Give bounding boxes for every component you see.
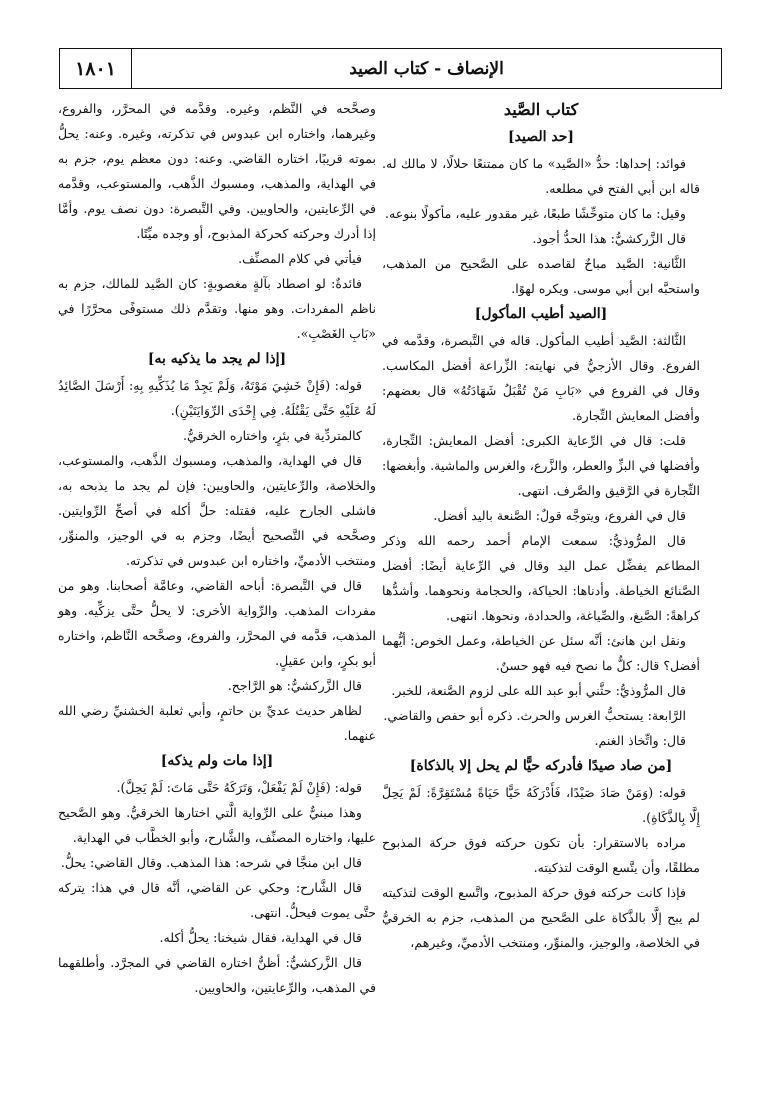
section-heading: [إذا لم يجد ما يذكيه به] bbox=[147, 351, 287, 367]
running-header bbox=[59, 48, 722, 89]
paragraph: مراده بالاستقرار: بأن تكون حركته فوق حركة المذبوح مطلقًا، وأن يتَّسع الوقت لتذكيته. bbox=[382, 835, 700, 875]
paragraph: الثَّانية: الصَّيد مباحٌ لقاصده على الصَّحيح من المذهب، واستحبَّه ابن أبي موسى. ويكره لهوًا. bbox=[382, 256, 700, 296]
section-heading: [حد الصيد] bbox=[508, 129, 574, 145]
paragraph: قال: واتِّخاذ الغنم. bbox=[594, 733, 686, 748]
paragraph: فيأتي في كلام المصنِّف. bbox=[238, 251, 362, 266]
chapter-title: كتاب الصَّيد bbox=[503, 100, 579, 119]
paragraph: قال الزَّركشيُّ: هذا الحدُّ أجود. bbox=[532, 231, 686, 246]
paragraph: الثَّالثة: الصَّيد أطيب المأكول. قاله في التَّبصرة، وقدَّمه في الفروع. وقال الأزجيُّ في نهايته: الزِّراعة أفضل المكاسب. وقال في الفروع في «بَابِ مَنْ تُقْبَلُ شَهَادَتُهُ» قال بعضهم: وأفضل المعايش التِّجارة. bbox=[382, 333, 700, 423]
right-column bbox=[382, 96, 700, 955]
paragraph: قال ابن منجَّا في شرحه: هذا المذهب. وقال القاضي: يحلُّ. bbox=[60, 855, 362, 870]
paragraph: كالمتردِّية في بئرٍ، واختاره الخرقيُّ. bbox=[182, 428, 362, 443]
paragraph: قال في الهداية، فقال شيخنا: يحلُّ أكله. bbox=[159, 930, 362, 945]
paragraph: فائدةٌ: لو اصطاد بآلةٍ مغصوبةٍ: كان الصَّيد للمالك، جزم به ناظم المفردات. وهو منها. وتقدَّم ذلك مستوفًى محرَّرًا في «بَابِ الغَصْبِ». bbox=[58, 276, 376, 341]
paragraph: وقيل: ما كان متوحِّشًا طبعًا، غير مقدور عليه، مأكولًا بنوعه. bbox=[385, 206, 686, 221]
paragraph: الرَّابعة: يستحبُّ الغرس والحرث. ذكره أبو حفص والقاضي. bbox=[383, 708, 686, 723]
paragraph: قال الشَّارح: وحكي عن القاضي، أنَّه قال في هذا: يتركه حتَّى يموت فيحلُّ. انتهى. bbox=[58, 880, 376, 920]
paragraph: ونقل ابن هانئ: أنَّه سئل عن الخياطة، وعمل الخوص: أيُّهما أفضل؟ قال: كلٌّ ما نصح فيه فهو حسنٌ. bbox=[382, 633, 700, 673]
section-heading: [الصيد أطيب المأكول] bbox=[474, 306, 608, 322]
paragraph: قال المرُّوذيُّ: حثَّني أبو عبد الله على لزوم الصَّنعة، للخبر. bbox=[391, 683, 686, 698]
paragraph: قال في التَّبصرة: أباحه القاضي، وعامَّة أصحابنا. وهو من مفردات المذهب. والرِّواية الأخرى: لا يحلُّ حتَّى يزكِّيه. وهو المذهب، قدَّمه في المحرَّر، والفروع، وصحَّحه النَّاظم، واختاره أبو بكرٍ، وابن عقيلٍ. bbox=[58, 578, 376, 668]
section-heading: [إذا مات ولم يذكه] bbox=[160, 753, 274, 769]
paragraph: قال الزَّركشيُّ: هو الرَّاجح. bbox=[227, 678, 362, 693]
paragraph: قوله: (فَإِنْ لَمْ يَفْعَلْ، وَتَرَكَهُ حَتَّى مَاتَ: لَمْ يَحِلَّ). bbox=[116, 780, 362, 795]
paragraph: لظاهر حديث عديِّ بن حاتمٍ، وأبي ثعلبة الخشنيِّ رضي الله عنهما. bbox=[58, 703, 376, 743]
paragraph: قلت: قال في الرِّعاية الكبرى: أفضل المعايش: التِّجارة، وأفضلها في البزِّ والعطر، والزَّرع، والغرس والماشية. وأبغضها: التِّجارة في الرَّقيق والصَّرف. انتهى. bbox=[382, 433, 700, 498]
running-title: الإنصاف - كتاب الصيد bbox=[349, 58, 504, 79]
paragraph: قال في الفروع، ويتوجَّه قولٌ: الصَّنعة باليد أفضل. bbox=[433, 508, 686, 523]
paragraph: قال الزَّركشيُّ: أظنُّ اختاره القاضي في المجرَّد. وأطلقهما في المذهب، والرِّعايتين، والحاويين. bbox=[58, 955, 376, 995]
paragraph: وصحَّحه في النَّظم، وغيره. وقدَّمه في المحرَّر، والفروع، وغيرهما، واختاره ابن عبدوس في تذكرته، وغيره. وعنه: يحلُّ بموته قريبًا، اختاره القاضي. وعنه: دون معظم يوم، جزم به في الهداية، والمذهب، ومسبوك الذَّهب، والمستوعب، وقدَّمه في الرِّعايتين، والحاويين. وفي التَّبصرة: دون نصف يوم. وأمَّا إذا أدرك وحركته كحركة المذبوح، أو وجده ميِّتًا. bbox=[58, 101, 376, 241]
paragraph: وهذا مبنيٌّ على الرِّواية الَّتي اختارها الخرقيُّ. وهو الصَّحيح عليها، واختاره المصنِّف، والشَّارح، وأبو الخطَّاب في الهداية. bbox=[58, 805, 376, 845]
left-column bbox=[58, 96, 376, 1000]
paragraph: قال المرُّوذيُّ: سمعت الإمام أحمد رحمه الله وذكر المطاعم يفضِّل عمل اليد وقال في الرِّعاية أيضًا: أفضل الصَّنائع الخياطة. وأدناها: الحياكة، والحجامة ونحوهما. وأشدُّها كراهةً: الصَّبغ، والصِّياغة، والحدادة، ونحوها. انتهى. bbox=[382, 533, 700, 623]
section-heading: [من صاد صيدًا فأدركه حيًّا لم يحل إلا بالذكاة] bbox=[409, 758, 673, 774]
paragraph: قال في الهداية، والمذهب، ومسبوك الذَّهب، والمستوعب، والخلاصة، والرِّعايتين، والحاويين: فإن لم يجد ما يذبحه به، فاشلى الجارح عليه، فقتله: حلَّ أكله في أصحِّ الرِّوايتين. وصحَّحه في التَّصحيح أيضًا، وجزم به في الوجيز، والمنوِّر، ومنتخب الأدميِّ، واختاره ابن عبدوس في تذكرته. bbox=[58, 453, 376, 568]
paragraph: فوائد: إحداها: حدُّ «الصَّيد» ما كان ممتنعًا حلالًا، لا مالك له. قاله ابن أبي الفتح في مطلعه. bbox=[382, 156, 700, 196]
paragraph: قوله: (وَمَنْ صَادَ صَيْدًا، فَأَدْرَكَهُ حَيًّا حَيَاةً مُسْتَقِرَّةً: لَمْ يَحِلَّ إِلَّا بِالذَّكَاةِ). bbox=[382, 785, 700, 825]
paragraph: فإذا كانت حركته فوق حركة المذبوح، واتَّسع الوقت لتذكيته لم يبح إلَّا بالذَّكاة على الصَّحيح من المذهب، جزم به الخرقيُّ في الخلاصة، والوجيز، والمنوِّر، ومنتخب الأدميِّ، وغيرهم، bbox=[382, 885, 700, 950]
paragraph: قوله: (فَإِنْ خَشِيَ مَوْتَهُ، وَلَمْ يَجِدْ مَا يُذَكِّيهِ بِهِ: أَرْسَلَ الصَّائِدُ لَهُ عَلَيْهِ حَتَّى يَقْتُلَهُ. فِي إِحْدَى الرِّوَايَتَيْنِ). bbox=[58, 378, 376, 418]
page-number: ١٨٠١ bbox=[60, 49, 132, 88]
